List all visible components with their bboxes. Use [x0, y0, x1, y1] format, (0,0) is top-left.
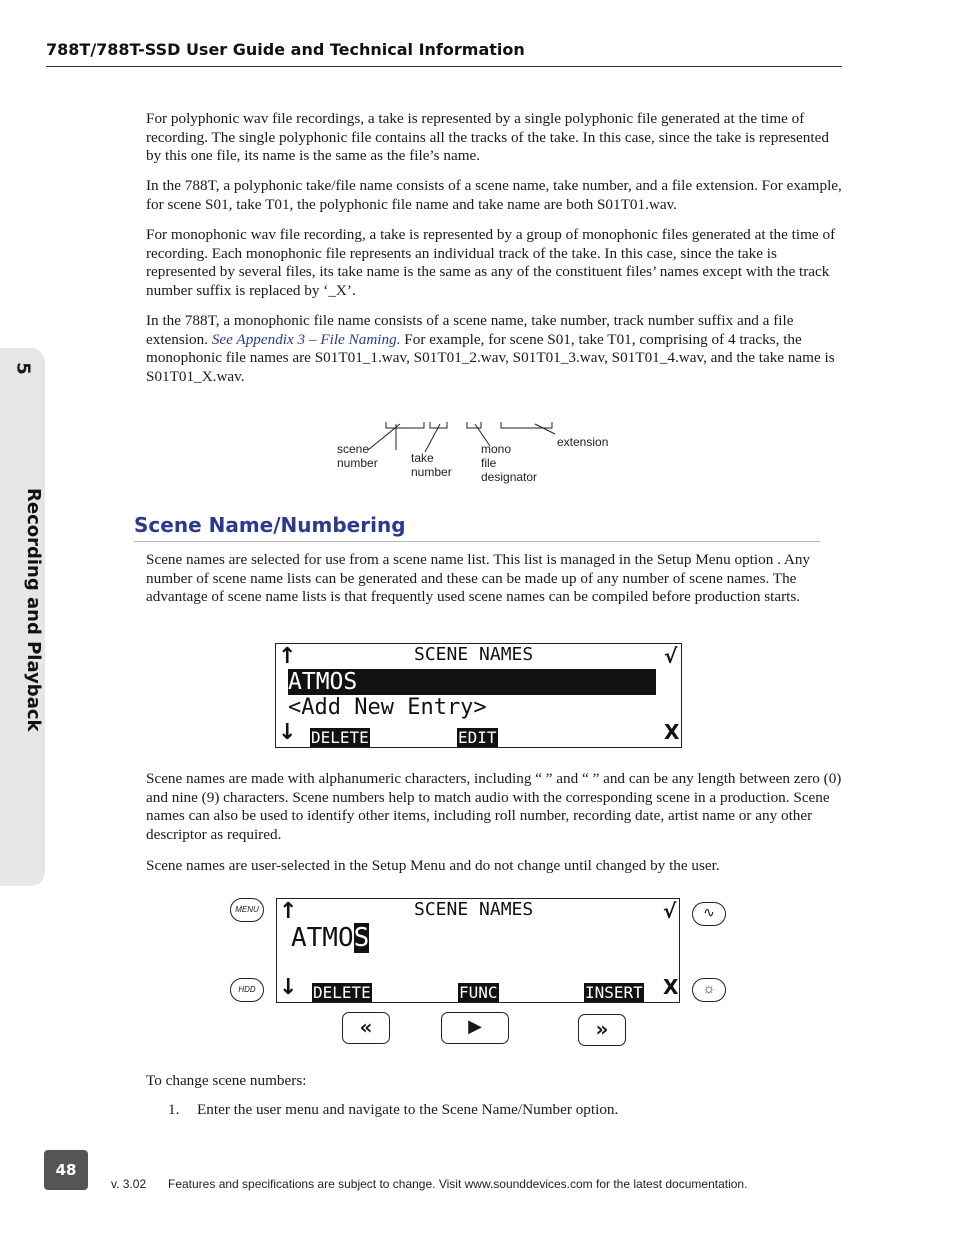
paragraph-user-selected: Scene names are user-selected in the Setup Menu and do not change until changed by the user. [146, 857, 720, 874]
func-softkey[interactable]: FUNC [459, 983, 498, 1002]
add-new-entry-item[interactable]: <Add New Entry> [288, 695, 487, 720]
lcd-scene-names-list [275, 643, 682, 748]
down-arrow-icon: ↓ [278, 720, 297, 745]
paragraph-polyphonic: For polyphonic wav file recordings, a take is represented by a single polyphonic file generated at the time of recording. The single polyphonic file contains all the tracks of the take. In this case, since the take is represented by this one file, its name is the same as the file’s name. [146, 110, 829, 165]
delete-softkey[interactable]: DELETE [311, 728, 369, 747]
hdd-button[interactable]: HDD [230, 978, 264, 1002]
x-icon: X [664, 720, 680, 744]
step-number: 1. [168, 1101, 180, 1118]
menu-button[interactable]: MENU [230, 898, 264, 922]
play-button[interactable]: ▶ [441, 1012, 509, 1044]
rewind-button[interactable]: « [342, 1012, 390, 1044]
wave-button[interactable]: ∿ [692, 902, 726, 926]
check-icon: √ [663, 899, 677, 923]
up-arrow-icon: ↑ [278, 644, 297, 669]
edit-softkey[interactable]: EDIT [458, 728, 497, 747]
diagram-label-take: take number [411, 451, 452, 479]
paragraph-monophonic: For monophonic wav file recording, a take is represented by a group of monophonic files generated at the time of recording. Each monophonic file represents an individual track of the take. In this case, since the take is represented by several files, its take name is the same as any of the constituent files’ names except with the track number suffix is replaced by ‘_X’. [146, 226, 836, 299]
diagram-label-scene: scene number [337, 442, 378, 470]
document-header-title: 788T/788T-SSD User Guide and Technical Information [46, 40, 525, 59]
step-text: Enter the user menu and navigate to the Scene Name/Number option. [197, 1101, 619, 1118]
fast-forward-button[interactable]: » [578, 1014, 626, 1046]
footer-version: v. 3.02 [111, 1177, 147, 1191]
selected-scene-name[interactable]: ATMOS [288, 669, 656, 695]
lcd-scene-name-edit [276, 898, 680, 1003]
paragraph-change-scene: To change scene numbers: [146, 1072, 307, 1089]
section-rule [134, 541, 820, 542]
header-rule [46, 66, 842, 67]
lcd-title: SCENE NAMES [414, 644, 534, 665]
appendix-link[interactable]: See Appendix 3 – File Naming. [211, 330, 401, 348]
footer-notice: Features and specifications are subject to change. Visit www.sounddevices.com for the latest documentation. [168, 1177, 748, 1191]
chapter-number: 5 [12, 362, 34, 375]
diagram-label-extension: extension [557, 435, 609, 449]
paragraph-scene-lists: Scene names are selected for use from a scene name list. This list is managed in the Setup Menu option . Any number of scene name lists can be generated and these can be made up of any number of scene names. The advantage of scene name lists is that frequently used scene names can be compiled before production starts. [146, 551, 811, 606]
insert-softkey[interactable]: INSERT [585, 983, 643, 1002]
x-icon: X [663, 975, 679, 999]
diagram-label-mono: mono file designator [481, 442, 538, 484]
lcd-title: SCENE NAMES [414, 899, 534, 920]
paragraph-scene-characters: Scene names are made with alphanumeric characters, including “ ” and “ ” and can be any length between zero (0) and nine (9) characters. Scene numbers help to match audio with the corresponding scene in a production. Scene names can also be used to identify other items, including roll number, recording date, artist name or any other descriptor as required. [146, 770, 842, 843]
up-arrow-icon: ↑ [279, 899, 298, 924]
page-number: 48 [44, 1150, 88, 1190]
paragraph-monophonic-naming: In the 788T, a monophonic file name consists of a scene name, take number, track number suffix and a file extension. See Appendix 3 – File Naming. For example, for scene S01, take T01, comprising of 4 tracks, the monophonic file names are S01T01_1.wav, S01T01_2.wav, S01T01_3.wav, S01T01_4.wav, and the take name is S01T01_X.wav. [146, 312, 835, 385]
delete-softkey[interactable]: DELETE [313, 983, 371, 1002]
down-arrow-icon: ↓ [279, 975, 298, 1000]
section-title: Scene Name/Numbering [134, 513, 406, 537]
edit-cursor: S [353, 923, 370, 953]
scene-name-value[interactable]: ATMOS [291, 923, 370, 953]
light-button[interactable]: ☼ [692, 978, 726, 1002]
paragraph-polyphonic-naming: In the 788T, a polyphonic take/file name consists of a scene name, take number, and a file extension. For example, for scene S01, take T01, the polyphonic file name and take name are both S01T01.wav. [146, 177, 842, 213]
check-icon: √ [664, 644, 678, 668]
